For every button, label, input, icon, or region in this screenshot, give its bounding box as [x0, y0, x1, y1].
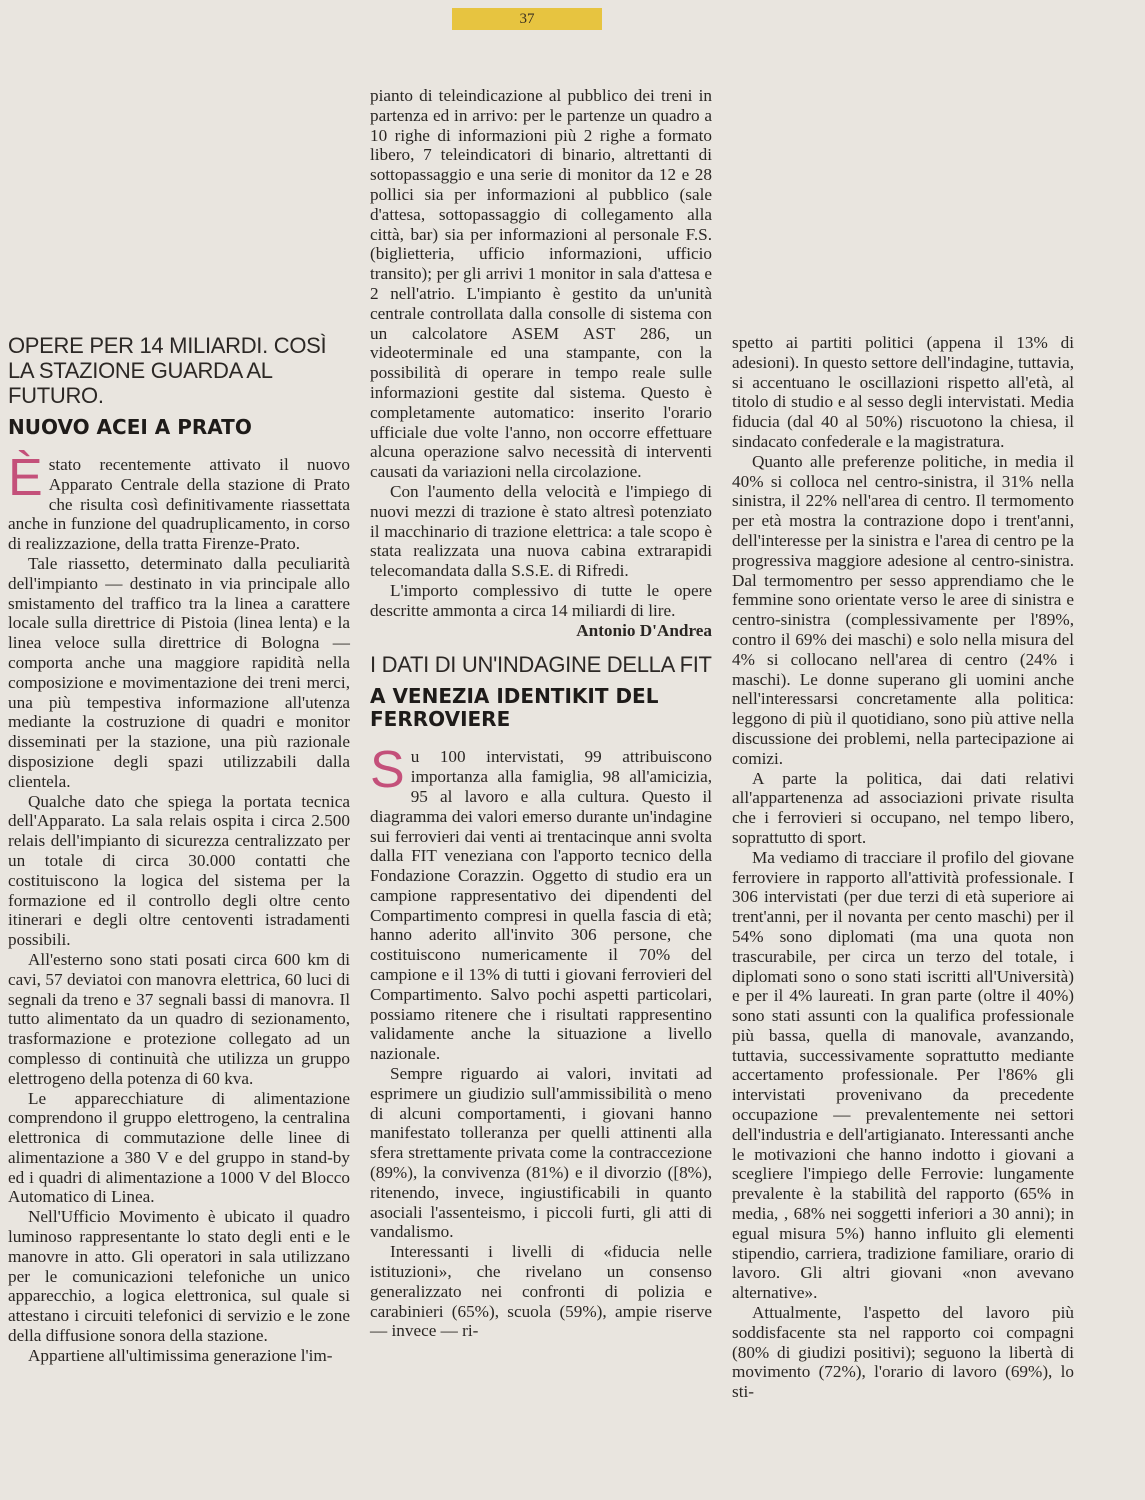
- article1-paragraph: [8, 449, 350, 554]
- article2-paragraph: spetto ai partiti politici (appena il 13% di adesioni). In questo settore dell'indagine, tuttavia, si accentuano le oscillazioni rispetto all'età, al titolo di studio e al sesso degli intervistati. Media fiducia (dal 40 al 50%) riscuotono la chiesa, il sindacato confederale e la magistratura.: [732, 333, 1074, 451]
- article2-paragraph: Quanto alle preferenze politiche, in media il 40% si colloca nel centro-sinistra, il 31% nella sinistra, il 22% nell'area di centro. Il termomento per età mostra la contrazione dopo i trent'anni, dell'interesse per la sinistra e l'area di centro pe la progressiva maggiore adesione al centro-sinistra. Dal termomentro per sesso apprendiamo che le femmine sono orientate verso le aree di sinistra e centro-sinistra (complessivamente per l'89%, contro il 69% dei maschi) e solo nella misura del 4% si collocano nell'area di centro (24% i maschi). Le donne superano gli uomini anche nell'interessarsi concretamente alla politica: leggono di più il quotidiano, sono più attive nella discussione dei problemi, nella partecipazione ai comizi.: [732, 451, 1074, 768]
- article1-paragraph: Nell'Ufficio Movimento è ubicato il quadro luminoso rappresentante lo stato degli enti e le manovre in atto. Gli operatori in sala utilizzano per le comunicazioni telefoniche un unico apparecchio, a logica elettronica, sul quale si attestano i circuiti telefonici di servizio e le zone della diffusione sonora della stazione.: [8, 1207, 350, 1346]
- article1-dropcap: È: [8, 449, 43, 507]
- column-1: [8, 333, 350, 1366]
- article1-paragraph: L'importo complessivo di tutte le opere descritte ammonta a circa 14 miliardi di lire.: [370, 580, 712, 620]
- article2-paragraph: [370, 741, 712, 1064]
- article1-paragraph: Qualche dato che spiega la portata tecnica dell'Apparato. La sala relais ospita i circa 2.500 relais dell'impianto di sicurezza centralizzato per un totale di circa 30.000 contatti che costituiscono la logica del sistema per la formazione ed il controllo degli oltre cento itinerari e degli oltre centoventi istradamenti possibili.: [8, 791, 350, 950]
- article1-paragraph: Appartiene all'ultimissima generazione l'im-: [28, 1345, 333, 1365]
- article2-paragraph: A parte la politica, dai dati relativi all'appartenenza ad associazioni private risulta che i ferrovieri si occupano, nel tempo libero, soprattutto di sport.: [732, 768, 1074, 847]
- article1-paragraph: Tale riassetto, determinato dalla peculiarità dell'impianto — destinato in via principale allo smistamento del traffico tra la linea a carattere locale sulla direttrice di Pistoia (linea lenta) e la linea veloce sulla direttrice di Bologna — comporta anche una maggiore rapidità nella composizione e movimentazione dei treni merci, una più tempestiva informazione all'utenza mediante la costruzione di quadri e monitor disseminati per la stazione, una più razionale disposizione degli spazi utilizzabili dalla clientela.: [8, 553, 350, 791]
- article1-paragraph: pianto di teleindicazione al pubblico dei treni in partenza ed in arrivo: per le partenze un quadro a 10 righe di informazioni più 2 righe a formato libero, 7 teleindicatori di binario, altrettanti di sottopassaggio e una serie di monitor da 12 e 28 pollici sia per informazioni al pubblico (sale d'attesa, sottopassaggio di collegamento alla città, bar) sia per informazioni al personale F.S. (biglietteria, ufficio informazioni, ufficio transito); per gli arrivi 1 monitor in sala d'attesa e 2 nell'atrio. L'impianto è gestito da un'unità centrale controllata dalla consolle di sistema con un calcolatore ASEM AST 286, un videoterminale ed una stampante, con la possibilità di operare in tempo reale sulle informazioni gestite dal sistema. Questo è completamente automatico: inserito l'orario ufficiale due volte l'anno, non occorre effettuare alcuna operazione salvo necessità di interventi causati da variazioni nella circolazione.: [370, 86, 712, 482]
- article2-dropcap: S: [370, 741, 405, 800]
- article2-paragraph: Interessanti i livelli di «fiducia nelle istituzioni», che rivelano un consenso generalizzato nei confronti di polizia e carabinieri (65%), scuola (59%), ampie riserve — invece — ri-: [370, 1242, 712, 1341]
- article1-paragraph: All'esterno sono stati posati circa 600 km di cavi, 57 deviatoi con manovra elettrica, 60 luci di segnali da treno e 37 segnali bassi di manovra. Il tutto alimentato da un quadro di sezionamento, trasformazione e protezione collegato ad un complesso di continuità che utilizza un gruppo elettrogeno della potenza di 60 kva.: [8, 949, 350, 1088]
- article2-kicker: I DATI DI UN'INDAGINE DELLA FIT: [370, 652, 712, 678]
- page-number: 37: [452, 8, 602, 30]
- article1-p1-text: stato recentemente attivato il nuovo Apparato Centrale della stazione di Prato che risulta così definitivamente riassettata anche in funzione del quadruplicamento, in corso di realizzazione, della tratta Firenze-Prato.: [8, 455, 350, 554]
- article1-paragraph: Le apparecchiature di alimentazione comprendono il gruppo elettrogeno, la centralina elettronica di commutazione delle linee di alimentazione a 380 V e del gruppo in stand-by ed i quadri di alimentazione a 1000 V del Blocco Automatico di Linea.: [8, 1088, 350, 1207]
- article1-kicker: OPERE PER 14 MILIARDI. COSÌ LA STAZIONE GUARDA AL FUTURO.: [8, 333, 327, 408]
- column-2: [370, 86, 712, 1341]
- article2-p1-text: u 100 intervistati, 99 attribuiscono importanza alla famiglia, 98 all'amicizia, 95 al lavoro e alla cultura. Questo il diagramma dei valori emerso durante un'indagine sui ferrovieri dai venti ai trentacinque anni svolta dalla FIT veneziana con l'apporto tecnico della Fondazione Corazzin. Oggetto di studio era un campione rappresentativo dei dipendenti del Compartimento compresi in quella fascia di età; hanno aderito all'invito 306 persone, che costituiscono numericamente il 70% del campione e il 13% di tutti i giovani ferrovieri del Compartimento. Salvo pochi aspetti particolari, possiamo ritenere che i risultati rappresentino validamente anche la situazione a livello nazionale.: [370, 747, 712, 1064]
- column-3: [732, 333, 1074, 1402]
- article2-headline: A VENEZIA IDENTIKIT DEL FERROVIERE: [370, 684, 659, 732]
- article2-paragraph: Sempre riguardo ai valori, invitati ad esprimere un giudizio sull'ammissibilità o meno di alcuni comportamenti, i giovani hanno manifestato tolleranza per quelli attinenti alla sfera strettamente privata come la contraccezione (89%), la convivenza (81%) e il divorzio ([8%), ritenendo, invece, ingiustificabili in quanto asociali l'assenteismo, i piccoli furti, gli atti di vandalismo.: [370, 1064, 712, 1242]
- article1-headline: NUOVO ACEI A PRATO: [8, 415, 252, 439]
- article1-author: Antonio D'Andrea: [576, 620, 712, 640]
- article2-paragraph: Attualmente, l'aspetto del lavoro più soddisfacente sta nel rapporto coi compagni (80% di giudizi positivi); seguono la libertà di movimento (72%), l'orario di lavoro (69%), lo sti-: [732, 1303, 1074, 1402]
- article2-paragraph: Ma vediamo di tracciare il profilo del giovane ferroviere in rapporto all'attività professionale. I 306 intervistati (per due terzi di età superiore ai trent'anni, per il novanta per cento maschi) per il 54% sono diplomati (ma una quota non trascurabile, per circa un terzo del totale, i diplomati sono o sono stati iscritti all'Università) e per il 4% laureati. In gran parte (oltre il 40%) sono stati assunti con la qualifica professionale più bassa, quella di manovale, avanzando, tuttavia, successivamente soprattutto mediante accertamento professionale. Per l'86% gli intervistati provenivano da precedente occupazione — prevalentemente nei settori dell'industria e dell'artigianato. Interessanti anche le motivazioni che hanno indotto i giovani a scegliere l'impiego delle Ferrovie: lungamente prevalente è la stabilità del rapporto (65% in media, , 68% nei soggetti inferiori a 30 anni); in egual misura 5%) hanno influito gli elementi stipendio, carriera, tradizione familiare, orario di lavoro. Gli altri giovani «non avevano alternative».: [732, 847, 1074, 1303]
- article1-paragraph: Con l'aumento della velocità e l'impiego di nuovi mezzi di trazione è stato altresì potenziato il macchinario di trazione elettrica: a tale scopo è stata realizzata una nuova cabina extrarapidi telecomandata dalla S.S.E. di Rifredi.: [370, 481, 712, 581]
